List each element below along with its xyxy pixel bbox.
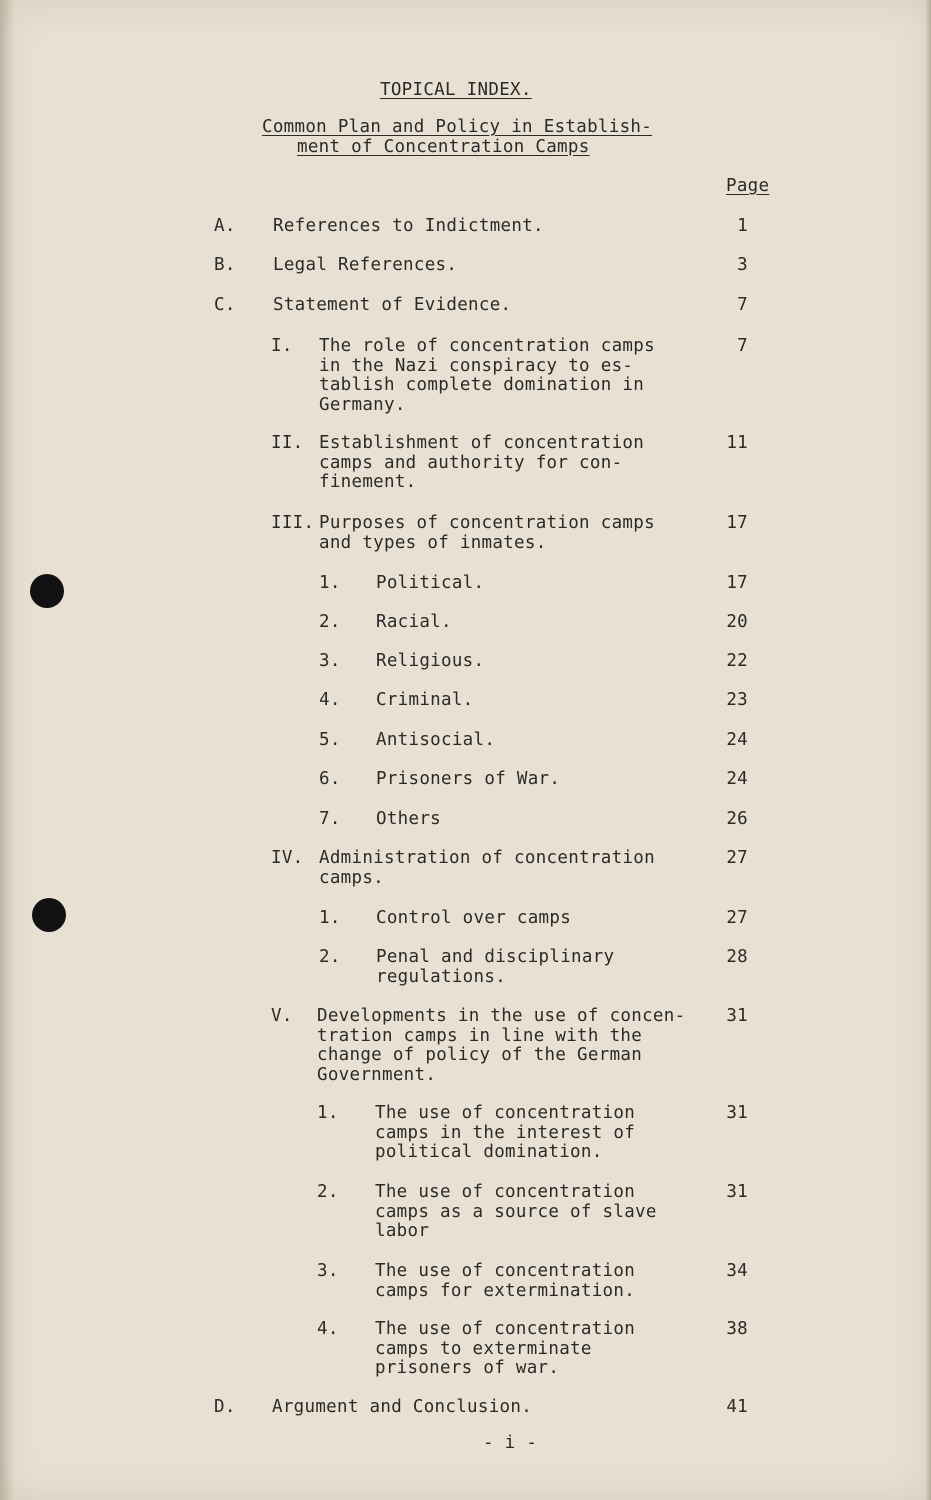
entry-marker: 1. — [319, 908, 341, 928]
entry-marker: 2. — [319, 612, 341, 632]
entry-page-number: 24 — [726, 730, 748, 750]
index-subtitle-line-1: Common Plan and Policy in Establish- — [262, 117, 653, 137]
entry-label: Statement of Evidence. — [273, 295, 512, 315]
entry-page-number: 34 — [726, 1261, 748, 1281]
entry-marker: D. — [214, 1397, 236, 1417]
entry-page-number: 17 — [726, 513, 748, 533]
entry-page-number: 23 — [726, 690, 748, 710]
entry-label: Legal References. — [273, 255, 458, 275]
entry-marker: 5. — [319, 730, 341, 750]
entry-page-number: 41 — [726, 1397, 748, 1417]
entry-marker: C. — [214, 295, 236, 315]
entry-label: Antisocial. — [376, 730, 496, 750]
entry-label: Establishment of concentration camps and authority for con- finement. — [319, 433, 645, 492]
entry-label: The use of concentration camps in the interest of political domination. — [375, 1103, 636, 1162]
entry-label: Administration of concentration camps. — [319, 848, 655, 888]
entry-marker: II. — [271, 433, 304, 453]
entry-label: Prisoners of War. — [376, 769, 561, 789]
entry-page-number: 38 — [726, 1319, 748, 1339]
entry-label: The role of concentration camps in the Nazi conspiracy to es- tablish complete domination in Germany. — [319, 336, 655, 415]
punch-hole — [30, 574, 64, 608]
entry-page-number: 31 — [726, 1182, 748, 1202]
entry-label: The use of concentration camps for extermination. — [375, 1261, 636, 1301]
entry-marker: 2. — [319, 947, 341, 967]
entry-page-number: 27 — [726, 908, 748, 928]
entry-label: Penal and disciplinary regulations. — [376, 947, 615, 987]
entry-marker: IV. — [271, 848, 304, 868]
page-column-header: Page — [726, 176, 770, 196]
entry-page-number: 17 — [726, 573, 748, 593]
punch-hole — [32, 898, 66, 932]
entry-marker: 4. — [319, 690, 341, 710]
entry-marker: V. — [271, 1006, 293, 1026]
entry-page-number: 27 — [726, 848, 748, 868]
entry-page-number: 11 — [726, 433, 748, 453]
page-edge-shadow — [0, 0, 14, 1500]
entry-label: Developments in the use of concen- tration camps in line with the change of policy of the German Government. — [317, 1006, 686, 1085]
entry-label: The use of concentration camps to exterminate prisoners of war. — [375, 1319, 636, 1378]
entry-label: Political. — [376, 573, 485, 593]
entry-page-number: 22 — [726, 651, 748, 671]
index-subtitle-line-2: ment of Concentration Camps — [297, 137, 590, 157]
entry-label: Argument and Conclusion. — [272, 1397, 533, 1417]
entry-page-number: 26 — [726, 809, 748, 829]
entry-label: Racial. — [376, 612, 452, 632]
entry-page-number: 7 — [737, 336, 748, 356]
entry-marker: 1. — [319, 573, 341, 593]
entry-label: Criminal. — [376, 690, 474, 710]
entry-page-number: 7 — [737, 295, 748, 315]
entry-label: The use of concentration camps as a source of slave labor — [375, 1182, 657, 1241]
entry-marker: I. — [271, 336, 293, 356]
entry-label: Religious. — [376, 651, 485, 671]
entry-page-number: 28 — [726, 947, 748, 967]
entry-marker: 4. — [317, 1319, 339, 1339]
entry-label: Others — [376, 809, 442, 829]
entry-marker: 3. — [319, 651, 341, 671]
entry-page-number: 24 — [726, 769, 748, 789]
entry-page-number: 1 — [737, 216, 748, 236]
entry-marker: 3. — [317, 1261, 339, 1281]
index-title: TOPICAL INDEX. — [380, 80, 532, 100]
entry-marker: A. — [214, 216, 236, 236]
entry-marker: 7. — [319, 809, 341, 829]
page-edge-shadow-right — [925, 0, 931, 1500]
entry-marker: III. — [271, 513, 315, 533]
entry-label: Purposes of concentration camps and types of inmates. — [319, 513, 655, 553]
entry-marker: B. — [214, 255, 236, 275]
page-footer-number: - i - — [483, 1433, 538, 1453]
entry-marker: 2. — [317, 1182, 339, 1202]
entry-marker: 6. — [319, 769, 341, 789]
entry-page-number: 20 — [726, 612, 748, 632]
entry-label: Control over camps — [376, 908, 572, 928]
entry-label: References to Indictment. — [273, 216, 544, 236]
entry-page-number: 3 — [737, 255, 748, 275]
entry-page-number: 31 — [726, 1006, 748, 1026]
entry-page-number: 31 — [726, 1103, 748, 1123]
entry-marker: 1. — [317, 1103, 339, 1123]
